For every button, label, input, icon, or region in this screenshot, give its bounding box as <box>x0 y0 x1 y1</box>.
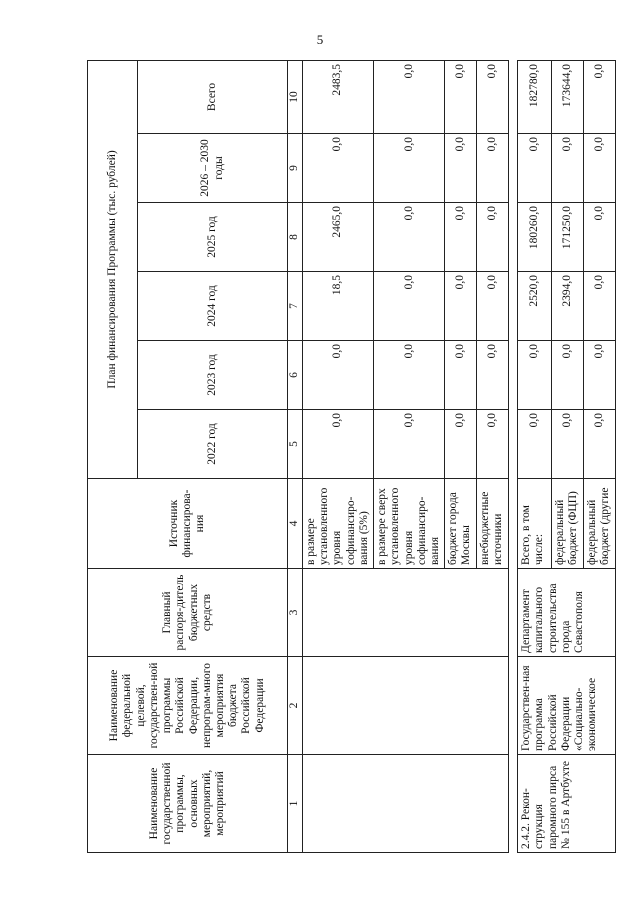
value-cell: 0,0 <box>518 341 552 410</box>
header-year: 2024 год <box>138 272 288 341</box>
header-year: 2022 год <box>138 410 288 479</box>
header-col1: Наименование государственной программы, основных мероприятий, мероприятий <box>88 755 288 853</box>
value-cell: 0,0 <box>584 60 616 133</box>
value-cell: 0,0 <box>477 60 509 133</box>
value-cell: 0,0 <box>518 134 552 203</box>
header-row <box>88 60 138 852</box>
source-cell: бюджет города Москвы <box>445 479 477 569</box>
column-number: 2 <box>288 657 303 755</box>
value-cell: 0,0 <box>477 134 509 203</box>
value-cell: 0,0 <box>374 203 445 272</box>
column-number: 7 <box>288 272 303 341</box>
program-name-cell: Государствен-ная программа Российской Федерации «Социально-экономическое <box>518 657 616 755</box>
value-cell: 0,0 <box>518 410 552 479</box>
table-row <box>303 60 374 852</box>
value-cell: 2394,0 <box>552 272 584 341</box>
value-cell: 0,0 <box>445 272 477 341</box>
header-col4: Источник финансирова-ния <box>88 479 288 569</box>
header-col2: Наименование федеральной целевой, государствен-ной программы Российской Федерации, непрограм-много мероприятия бюджета Российской Федерации <box>88 657 288 755</box>
header-year: 2023 год <box>138 341 288 410</box>
source-cell: в размере сверх установленного уровня софинансиро-вания <box>374 479 445 569</box>
page-number: 5 <box>316 32 324 47</box>
value-cell: 173644,0 <box>552 60 584 133</box>
value-cell: 0,0 <box>552 134 584 203</box>
event-name-cell: 2.4.2. Рекон-струкция паромного пирса № 155 в Артбухте <box>518 755 616 853</box>
value-cell: 0,0 <box>374 272 445 341</box>
value-cell: 0,0 <box>445 60 477 133</box>
value-cell: 0,0 <box>303 134 374 203</box>
value-cell: 180260,0 <box>518 203 552 272</box>
value-cell: 182780,0 <box>518 60 552 133</box>
value-cell: 0,0 <box>477 203 509 272</box>
block1-col1 <box>303 755 509 853</box>
value-cell: 0,0 <box>303 410 374 479</box>
column-number: 5 <box>288 410 303 479</box>
header-total: Всего <box>138 60 288 133</box>
header-col3: Главный распоря-дитель бюджетных средств <box>88 569 288 657</box>
block-separator <box>509 60 518 852</box>
source-cell: федеральный бюджет (ФЦП) <box>552 479 584 569</box>
block1-col3 <box>303 569 509 657</box>
value-cell: 0,0 <box>477 341 509 410</box>
table-row <box>518 60 552 852</box>
value-cell: 0,0 <box>584 134 616 203</box>
source-cell: внебюджетные источники <box>477 479 509 569</box>
value-cell: 2465,0 <box>303 203 374 272</box>
financing-table <box>87 60 616 853</box>
source-cell: федеральный бюджет (другие <box>584 479 616 569</box>
column-number-row <box>288 60 303 852</box>
value-cell: 0,0 <box>584 341 616 410</box>
value-cell: 0,0 <box>374 134 445 203</box>
column-number: 10 <box>288 60 303 133</box>
column-number: 3 <box>288 569 303 657</box>
value-cell: 0,0 <box>584 272 616 341</box>
value-cell: 2483,5 <box>303 60 374 133</box>
header-plan: План финансирования Программы (тыс. рублей) <box>88 60 138 478</box>
column-number: 9 <box>288 134 303 203</box>
value-cell: 0,0 <box>477 410 509 479</box>
value-cell: 0,0 <box>552 410 584 479</box>
header-year: 2025 год <box>138 203 288 272</box>
value-cell: 0,0 <box>552 341 584 410</box>
value-cell: 0,0 <box>477 272 509 341</box>
column-number: 8 <box>288 203 303 272</box>
value-cell: 2520,0 <box>518 272 552 341</box>
value-cell: 0,0 <box>303 341 374 410</box>
rotated-financing-table <box>87 61 612 853</box>
value-cell: 0,0 <box>374 410 445 479</box>
value-cell: 18,5 <box>303 272 374 341</box>
value-cell: 0,0 <box>584 203 616 272</box>
separator-cell <box>509 60 518 852</box>
source-cell: Всего, в том числе: <box>518 479 552 569</box>
value-cell: 0,0 <box>374 60 445 133</box>
value-cell: 0,0 <box>445 341 477 410</box>
block1-col2 <box>303 657 509 755</box>
manager-cell: Департамент капитального строительства города Севастополя <box>518 569 616 657</box>
source-cell: в размере установленного уровня софинансиро-вания (5%) <box>303 479 374 569</box>
value-cell: 171250,0 <box>552 203 584 272</box>
column-number: 6 <box>288 341 303 410</box>
header-year: 2026 – 2030 годы <box>138 134 288 203</box>
column-number: 1 <box>288 755 303 853</box>
value-cell: 0,0 <box>445 134 477 203</box>
value-cell: 0,0 <box>584 410 616 479</box>
column-number: 4 <box>288 479 303 569</box>
value-cell: 0,0 <box>445 410 477 479</box>
value-cell: 0,0 <box>374 341 445 410</box>
value-cell: 0,0 <box>445 203 477 272</box>
